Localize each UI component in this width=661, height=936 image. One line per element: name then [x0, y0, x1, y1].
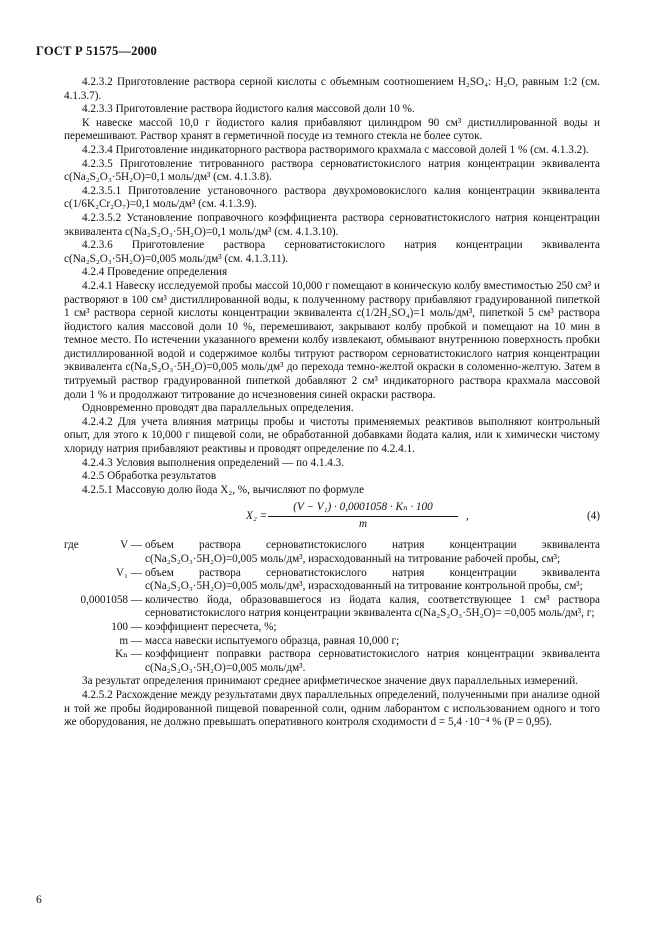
paragraph: 4.2.3.2 Приготовление раствора серной кислоты с объемным соотношением H₂SO₄: H₂O, равным 1:2 (см. 4.1.3.7).: [64, 76, 600, 102]
paragraph: 4.2.3.5.1 Приготовление установочного раствора двухромовокислого калия концентрации эквивалента c(1/6K₂Cr₂O₇)=0,1 моль/дм³ (см. 4.1.3.9).: [64, 184, 600, 211]
paragraph: 4.2.5.2 Расхождение между результатами двух параллельных определений, полученными при анализе одной и той же пробы йодированной пищевой поваренной соли, одним лаборантом с использованием одного и того же оборудования, не должно превышать оперативного контроля сходимости d = 5,4 ·10⁻⁴ % (P = 0,95).: [64, 688, 600, 729]
paragraph: 4.2.4.3 Условия выполнения определений — по 4.1.4.3.: [82, 456, 345, 469]
definition-item: [64, 621, 600, 635]
definition-item: [64, 539, 600, 566]
paragraph: 4.2.3.5 Приготовление титрованного раствора серноватистокислого натрия концентрации эквивалента c(Na₂S₂O₃·5H₂O)=0,1 моль/дм³ (см. 4.1.3.8).: [64, 157, 600, 184]
definition-text: масса навески испытуемого образца, равная 10,000 г;: [145, 634, 400, 647]
formula-denominator: m: [358, 518, 368, 530]
definition-item: [64, 648, 600, 675]
definition-symbol: [64, 539, 145, 566]
paragraph: 4.2.3.6 Приготовление раствора серноватистокислого натрия концентрации эквивалента c(Na₂S₂O₃·5H₂O)=0,005 моль/дм³ (см. 4.1.3.11).: [64, 239, 600, 265]
formula-number: (4): [586, 510, 600, 523]
document-body: [64, 76, 600, 730]
definition-symbol: m —: [119, 634, 142, 647]
section-preparation: [64, 76, 600, 497]
definition-symbol-text: V —: [120, 539, 142, 552]
definition-symbol: 0,0001058 —: [80, 593, 142, 606]
section-heading: 4.2.5 Обработка результатов: [82, 470, 217, 483]
definition-symbol: Kₙ —: [115, 648, 142, 661]
definition-text: объем раствора серноватистокислого натрия концентрации эквивалента c(Na₂S₂O₃·5H₂O)=0,005 моль/дм³, израсходованный на титрование рабочей пробы, см³;: [145, 539, 600, 565]
paragraph: 4.2.4.1 Навеску исследуемой пробы массой 10,000 г помещают в коническую колбу вместимостью 250 см³ и растворяют в 100 см³ дистиллированной воды, к полученному раствору прибавляют градуированной пипеткой 1 см³ раствора серной кислоты концентрации эквивалента c(1/2H₂SO₄)=1 моль/дм³, пипеткой 5 см³ раствора йодистого калия массовой доли 10 %, перемешивают, закрывают колбу пробкой и помещают на 10 мин в темное место. По истечении указанного времени колбу извлекают, обмывают внутреннюю поверхность пробки дистиллированной водой и содержимое колбы титруют раствором серноватистокислого натрия концентрации эквивалента c(Na₂S₂O₃·5H₂O)=0,005 моль/дм³ до перехода темно-желтой окраски в соломенно-желтую. Затем в титруемый раствор градуированной пипеткой добавляют 2 см³ индикаторного раствора крахмала массовой доли 1 % и продолжают титрование до исчезновения синей окраски раствора.: [64, 279, 600, 401]
definition-text: объем раствора серноватистокислого натрия концентрации эквивалента c(Na₂S₂O₃·5H₂O)=0,005 моль/дм³, израсходованный на титрование контрольной пробы, см³;: [145, 566, 600, 593]
definition-symbol: V₁ —: [116, 566, 142, 579]
paragraph: Одновременно проводят два параллельных определения.: [82, 402, 354, 415]
formula-lhs: X₂ =: [246, 510, 268, 523]
definitions-list: [64, 539, 600, 675]
document-header: ГОСТ Р 51575—2000: [36, 44, 157, 58]
paragraph: 4.2.3.3 Приготовление раствора йодистого калия массовой доли 10 %.: [82, 103, 415, 116]
formula-numerator: (V − V₁) · 0,0001058 · Kₙ · 100: [268, 501, 458, 517]
definition-text: коэффициент поправки раствора серноватистокислого натрия концентрации эквивалента c(Na₂S₂O₃·5H₂O)=0,005 моль/дм³.: [145, 648, 600, 674]
paragraph: За результат определения принимают среднее арифметическое значение двух параллельных измерений.: [82, 675, 578, 688]
paragraph: 4.2.3.5.2 Установление поправочного коэффициента раствора серноватистокислого натрия концентрации эквивалента c(Na₂S₂O₃·5H₂O)=0,1 моль/дм³ (см. 4.1.3.10).: [64, 211, 600, 238]
section-results: [64, 675, 600, 729]
where-label: где: [64, 539, 79, 552]
formula-fraction: [268, 501, 458, 531]
page-number: 6: [36, 894, 42, 906]
definition-item: [64, 567, 600, 594]
definition-item: [64, 635, 600, 649]
paragraph: К навеске массой 10,0 г йодистого калия прибавляют цилиндром 90 см³ дистиллированной воды и перемешивают. Раствор хранят в герметичной посуде из темного стекла не более суток.: [64, 116, 600, 143]
definition-item: [64, 594, 600, 621]
section-heading: 4.2.4 Проведение определения: [82, 266, 228, 279]
definition-text: коэффициент пересчета, %;: [145, 620, 277, 633]
paragraph: 4.2.4.2 Для учета влияния матрицы пробы и чистоты применяемых реактивов выполняют контрольный опыт, для этого к 10,000 г пищевой соли, не обработанной добавками йодата калия, или к химически чистому хлориду натрия прибавляют реактивы и проводят определение по 4.2.4.1.: [64, 415, 600, 456]
formula-tail: ,: [466, 510, 469, 523]
formula-4: [64, 501, 600, 535]
definition-text: количество йода, образовавшегося из йодата калия, соответствующее 1 см³ раствора серноватистокислого натрия концентрации эквивалента c(Na₂S₂O₃·5H₂O)= =0,005 моль/дм³, г;: [145, 593, 600, 620]
paragraph: 4.2.5.1 Массовую долю йода X₂, %, вычисляют по формуле: [82, 483, 365, 496]
paragraph: 4.2.3.4 Приготовление индикаторного раствора растворимого крахмала с массовой долей 1 % (см. 4.1.3.2).: [82, 143, 589, 156]
definition-symbol: 100 —: [111, 620, 142, 633]
